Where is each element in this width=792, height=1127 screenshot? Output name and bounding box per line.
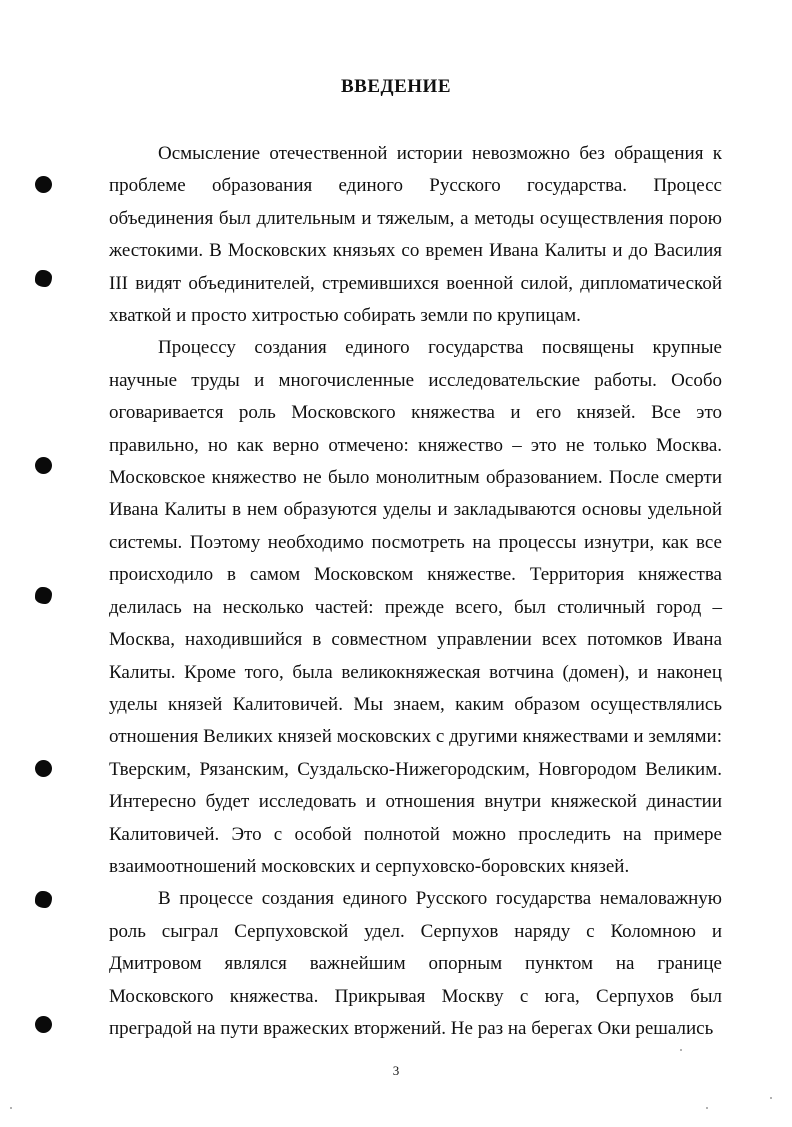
binding-hole xyxy=(35,1016,52,1033)
binding-hole xyxy=(35,891,52,908)
scan-speck xyxy=(10,1107,12,1109)
paragraph: В процессе создания единого Русского государства немаловажную роль сыграл Серпуховской удел. Серпухов наряду с Коломною и Дмитровом являлся важнейшим опорным пунктом на границе Московского княжества. Прикрывая Москву с юга, Серпухов был преградой на пути вражеских вторжений. Не раз на берегах Оки решались xyxy=(109,888,722,1039)
scan-speck xyxy=(680,1049,682,1051)
binding-hole xyxy=(35,587,52,604)
scan-speck xyxy=(770,1097,772,1099)
binding-hole xyxy=(35,760,52,777)
section-title: ВВЕДЕНИЕ xyxy=(341,76,451,97)
binding-hole xyxy=(35,176,52,193)
binding-hole xyxy=(35,270,52,287)
scan-speck xyxy=(706,1107,708,1109)
page-number: 3 xyxy=(392,1063,400,1078)
binding-hole xyxy=(35,457,52,474)
body-text xyxy=(109,138,722,1045)
paragraph: Процессу создания единого государства посвящены крупные научные труды и многочисленные исследовательские работы. Особо оговаривается роль Московского княжества и его князей. Все это правильно, но как верно отмечено: княжество – это не только Москва. Московское княжество не было монолитным образованием. После смерти Ивана Калиты в нем образуются уделы и закладываются основы удельной системы. Поэтому необходимо посмотреть на процессы изнутри, как все происходило в самом Московском княжестве. Территория княжества делилась на несколько частей: прежде всего, был столичный город – Москва, находившийся в совместном управлении всех потомков Ивана Калиты. Кроме того, была великокняжеская вотчина (домен), и наконец уделы князей Калитовичей. Мы знаем, каким образом осуществлялись отношения Великих князей московских с другими княжествами и землями: Тверским, Рязанским, Суздальско-Нижегородским, Новгородом Великим. Интересно будет исследовать и отношения внутри княжеской династии Калитовичей. Это с особой полнотой можно проследить на примере взаимоотношений московских и серпуховско-боровских князей. xyxy=(109,337,722,877)
paragraph: Осмысление отечественной истории невозможно без обращения к проблеме образования единого Русского государства. Процесс объединения был длительным и тяжелым, а методы осуществления порою жестокими. В Московских князьях со времен Ивана Калиты и до Василия III видят объединителей, стремившихся военной силой, дипломатической хваткой и просто хитростью собирать земли по крупицам. xyxy=(109,143,722,327)
